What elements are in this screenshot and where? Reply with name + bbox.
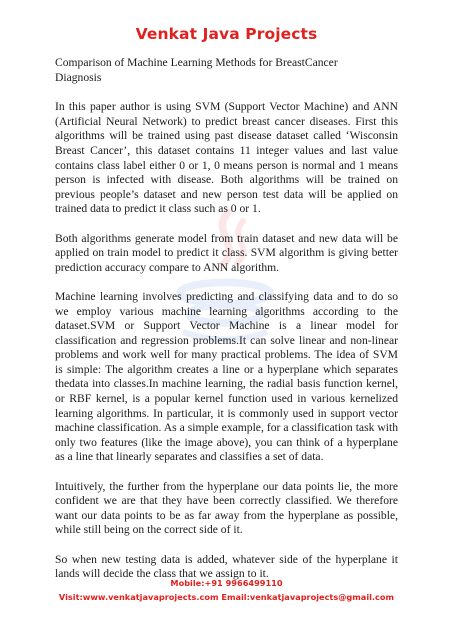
document-title: Comparison of Machine Learning Methods for BreastCancer Diagnosis [55, 56, 338, 84]
paragraph-svm: Machine learning involves predicting and classifying data and to do so we employ various machine learning algorithms according to the dataset.SVM or Support Vector Machine is a linear model for classification and regression problems.It can solve linear and non-linear problems and work well for many practical problems. The idea of SVM is simple: The algorithm creates a line or a hyperplane which separates thedata into classes.In machine learning, the radial basis function kernel, or RBF kernel, is a popular kernel function used in various kernelized learning algorithms. In particular, it is commonly used in support vector machine classification. As a simple example, for a classification task with only two features (like the image above), you can think of a hyperplane as a line that linearly separates and classifies a set of data. [55, 289, 398, 464]
paragraph-models: Both algorithms generate model from train dataset and new data will be applied on train model to predict it class. SVM algorithm is giving better prediction accuracy compare to ANN algorithm. [55, 231, 398, 274]
paragraph-hyperplane: Intuitively, the further from the hyperplane our data points lie, the more confident we are that they have been correctly classified. We therefore want our data points to be as far away from the hyperplane as possible, while still being on the correct side of it. [55, 479, 398, 537]
paragraph-testing: So when new testing data is added, whatever side of the hyperplane it lands will decide the class that we assign to it. [55, 552, 398, 581]
document-body [55, 56, 398, 596]
header-title: Venkat Java Projects [135, 25, 318, 43]
footer-contact: Visit:www.venkatjavaprojects.com Email:venkatjavaprojects@gmail.com [58, 592, 395, 602]
paragraph-intro: In this paper author is using SVM (Support Vector Machine) and ANN (Artificial Neural Network) to predict breast cancer diseases. First this algorithms will be trained using past disease dataset called ‘Wisconsin Breast Cancer’, this dataset contains 11 integer values and last value contains class label either 0 or 1, 0 means person is normal and 1 means person is infected with disease. Both algorithms will be trained on previous people’s dataset and new person test data will be applied on trained data to predict it class such as 0 or 1. [55, 100, 398, 216]
footer-mobile: Mobile:+91 9966499110 [170, 578, 283, 588]
